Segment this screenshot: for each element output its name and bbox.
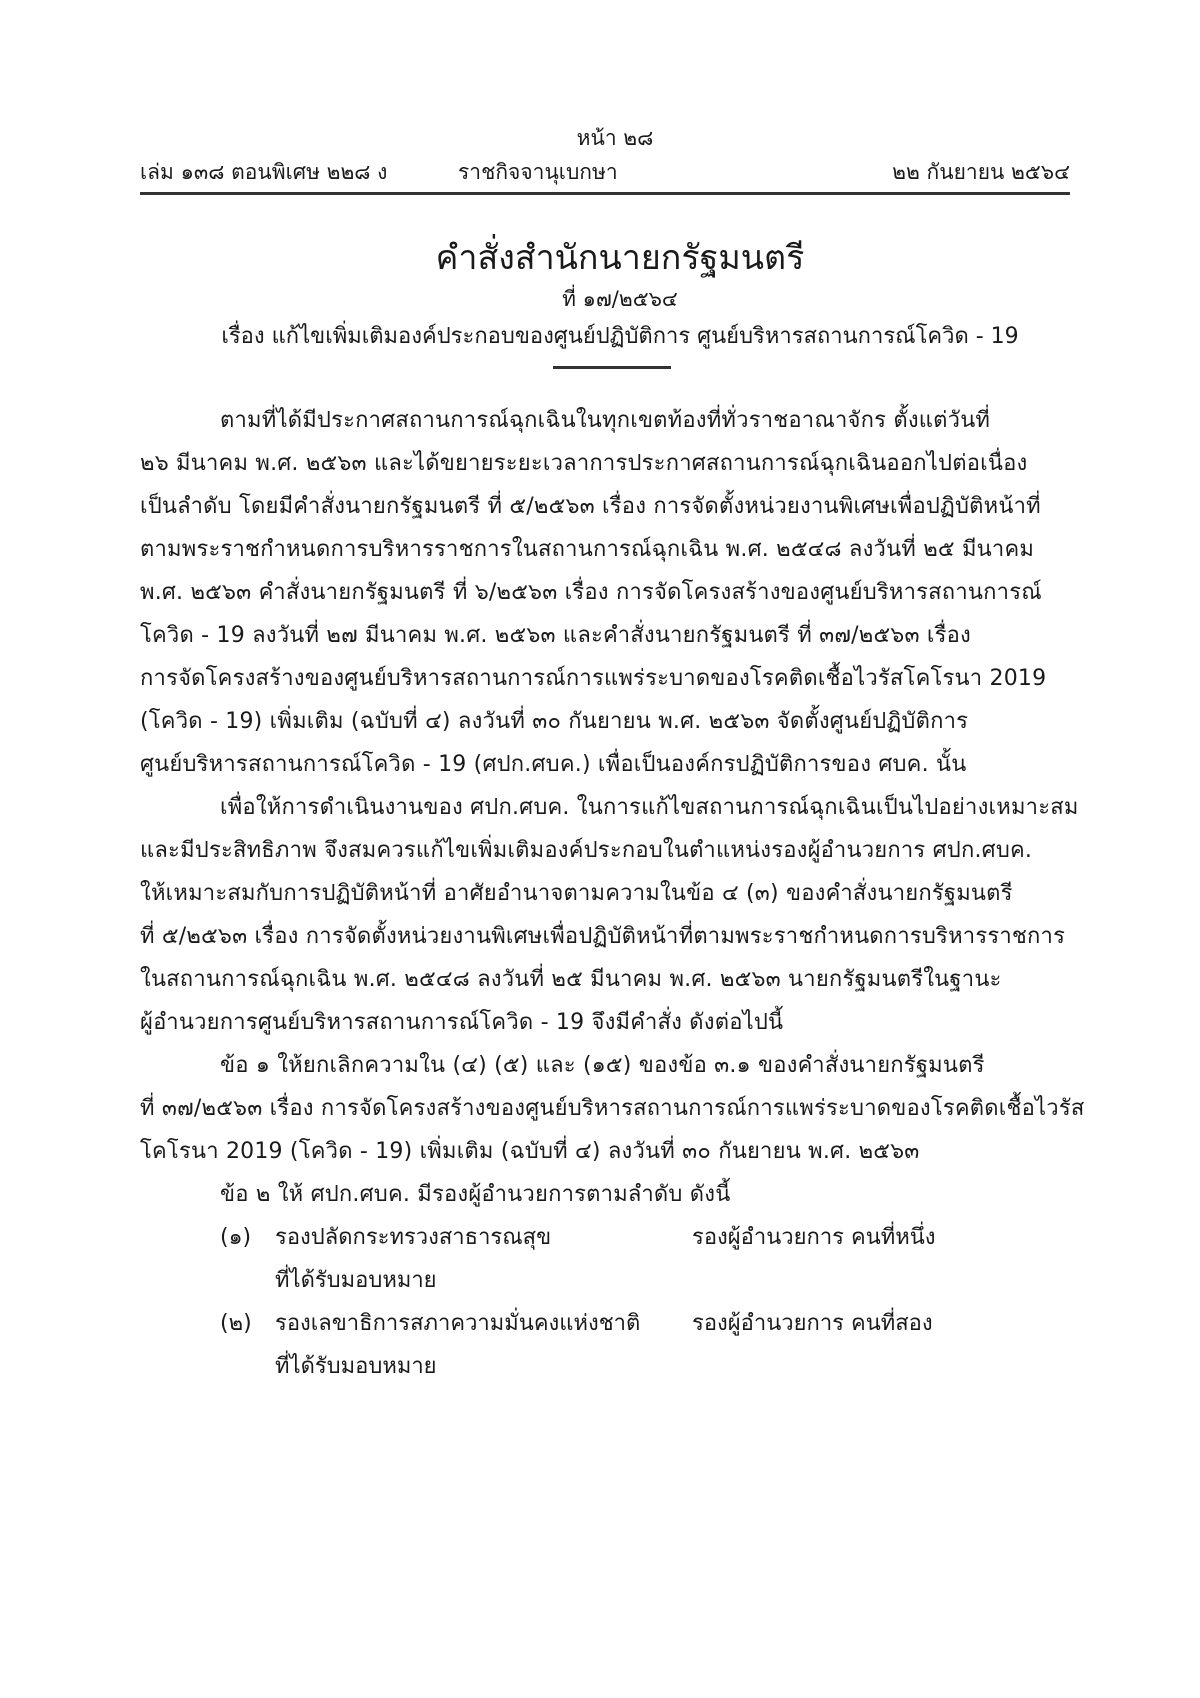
header-divider	[140, 192, 1070, 195]
para1-line: การจัดโครงสร้างของศูนย์บริหารสถานการณ์การแพร่ระบาดของโรคติดเชื้อไวรัสโคโรนา 2019	[140, 666, 1047, 691]
item-position-cont: ที่ได้รับมอบหมาย	[275, 1268, 437, 1293]
item-role: รองผู้อำนวยการ คนที่สอง	[692, 1311, 933, 1336]
gazette-header	[140, 156, 1070, 186]
clause1-line: โคโรนา 2019 (โควิด - 19) เพิ่มเติม (ฉบับที่ ๔) ลงวันที่ ๓๐ กันยายน พ.ศ. ๒๕๖๓	[140, 1139, 920, 1164]
para1-line: เป็นลำดับ โดยมีคำสั่งนายกรัฐมนตรี ที่ ๕/๒๕๖๓ เรื่อง การจัดตั้งหน่วยงานพิเศษเพื่อปฏิบัติหน้าที่	[140, 494, 1041, 519]
item-position: รองเลขาธิการสภาความมั่นคงแห่งชาติ	[275, 1311, 641, 1336]
para2-line: ในสถานการณ์ฉุกเฉิน พ.ศ. ๒๕๔๘ ลงวันที่ ๒๕ มีนาคม พ.ศ. ๒๕๖๓ นายกรัฐมนตรีในฐานะ	[140, 967, 1002, 992]
para1-line: ศูนย์บริหารสถานการณ์โควิด - 19 (ศปก.ศบค.) เพื่อเป็นองค์กรปฏิบัติการของ ศบค. นั้น	[140, 752, 967, 777]
clause2-line: ข้อ ๒ ให้ ศปก.ศบค. มีรองผู้อำนวยการตามลำดับ ดังนี้	[220, 1182, 731, 1207]
para1-line: ๒๖ มีนาคม พ.ศ. ๒๕๖๓ และได้ขยายระยะเวลาการประกาศสถานการณ์ฉุกเฉินออกไปต่อเนื่อง	[140, 451, 1028, 476]
item-position: รองปลัดกระทรวงสาธารณสุข	[275, 1225, 552, 1250]
volume-info: เล่ม ๑๓๘ ตอนพิเศษ ๒๒๘ ง	[140, 160, 388, 184]
page-number: หน้า ๒๘	[576, 126, 654, 150]
order-number: ที่ ๑๗/๒๕๖๔	[562, 287, 678, 311]
document-subject: เรื่อง แก้ไขเพิ่มเติมองค์ประกอบของศูนย์ปฏิบัติการ ศูนย์บริหารสถานการณ์โควิด - 19	[221, 324, 1019, 349]
para2-line: ที่ ๕/๒๕๖๓ เรื่อง การจัดตั้งหน่วยงานพิเศษเพื่อปฏิบัติหน้าที่ตามพระราชกำหนดการบริหารราชการ	[140, 924, 1066, 949]
para2-line: และมีประสิทธิภาพ จึงสมควรแก้ไขเพิ่มเติมองค์ประกอบในตำแหน่งรองผู้อำนวยการ ศปก.ศบค.	[140, 838, 1033, 863]
item-number: (๒)	[220, 1311, 252, 1336]
gazette-name: ราชกิจจานุเบกษา	[458, 160, 618, 184]
item-role: รองผู้อำนวยการ คนที่หนึ่ง	[692, 1225, 936, 1250]
publish-date: ๒๒ กันยายน ๒๕๖๔	[892, 160, 1070, 184]
para1-line: (โควิด - 19) เพิ่มเติม (ฉบับที่ ๔) ลงวันที่ ๓๐ กันยายน พ.ศ. ๒๕๖๓ จัดตั้งศูนย์ปฏิบัติการ	[140, 709, 969, 734]
para1-line: พ.ศ. ๒๕๖๓ คำสั่งนายกรัฐมนตรี ที่ ๖/๒๕๖๓ เรื่อง การจัดโครงสร้างของศูนย์บริหารสถานการณ์	[140, 580, 1042, 605]
para2-line: ผู้อำนวยการศูนย์บริหารสถานการณ์โควิด - 19 จึงมีคำสั่ง ดังต่อไปนี้	[140, 1010, 784, 1035]
para1-line: ตามที่ได้มีประกาศสถานการณ์ฉุกเฉินในทุกเขตท้องที่ทั่วราชอาณาจักร ตั้งแต่วันที่	[220, 408, 991, 433]
para1-line: โควิด - 19 ลงวันที่ ๒๗ มีนาคม พ.ศ. ๒๕๖๓ และคำสั่งนายกรัฐมนตรี ที่ ๓๗/๒๕๖๓ เรื่อง	[140, 623, 971, 648]
item-number: (๑)	[220, 1225, 252, 1250]
clause1-line: ข้อ ๑ ให้ยกเลิกความใน (๔) (๕) และ (๑๕) ของข้อ ๓.๑ ของคำสั่งนายกรัฐมนตรี	[220, 1053, 985, 1078]
item-position-cont: ที่ได้รับมอบหมาย	[275, 1354, 437, 1379]
clause1-line: ที่ ๓๗/๒๕๖๓ เรื่อง การจัดโครงสร้างของศูนย์บริหารสถานการณ์การแพร่ระบาดของโรคติดเชื้อไวรัส	[140, 1096, 1085, 1121]
para1-line: ตามพระราชกำหนดการบริหารราชการในสถานการณ์ฉุกเฉิน พ.ศ. ๒๕๔๘ ลงวันที่ ๒๕ มีนาคม	[140, 537, 1035, 562]
subject-divider	[553, 366, 671, 369]
para2-line: เพื่อให้การดำเนินงานของ ศปก.ศบค. ในการแก้ไขสถานการณ์ฉุกเฉินเป็นไปอย่างเหมาะสม	[220, 795, 1079, 820]
document-title: คำสั่งสำนักนายกรัฐมนตรี	[435, 238, 805, 278]
para2-line: ให้เหมาะสมกับการปฏิบัติหน้าที่ อาศัยอำนาจตามความในข้อ ๔ (๓) ของคำสั่งนายกรัฐมนตรี	[140, 881, 1013, 906]
